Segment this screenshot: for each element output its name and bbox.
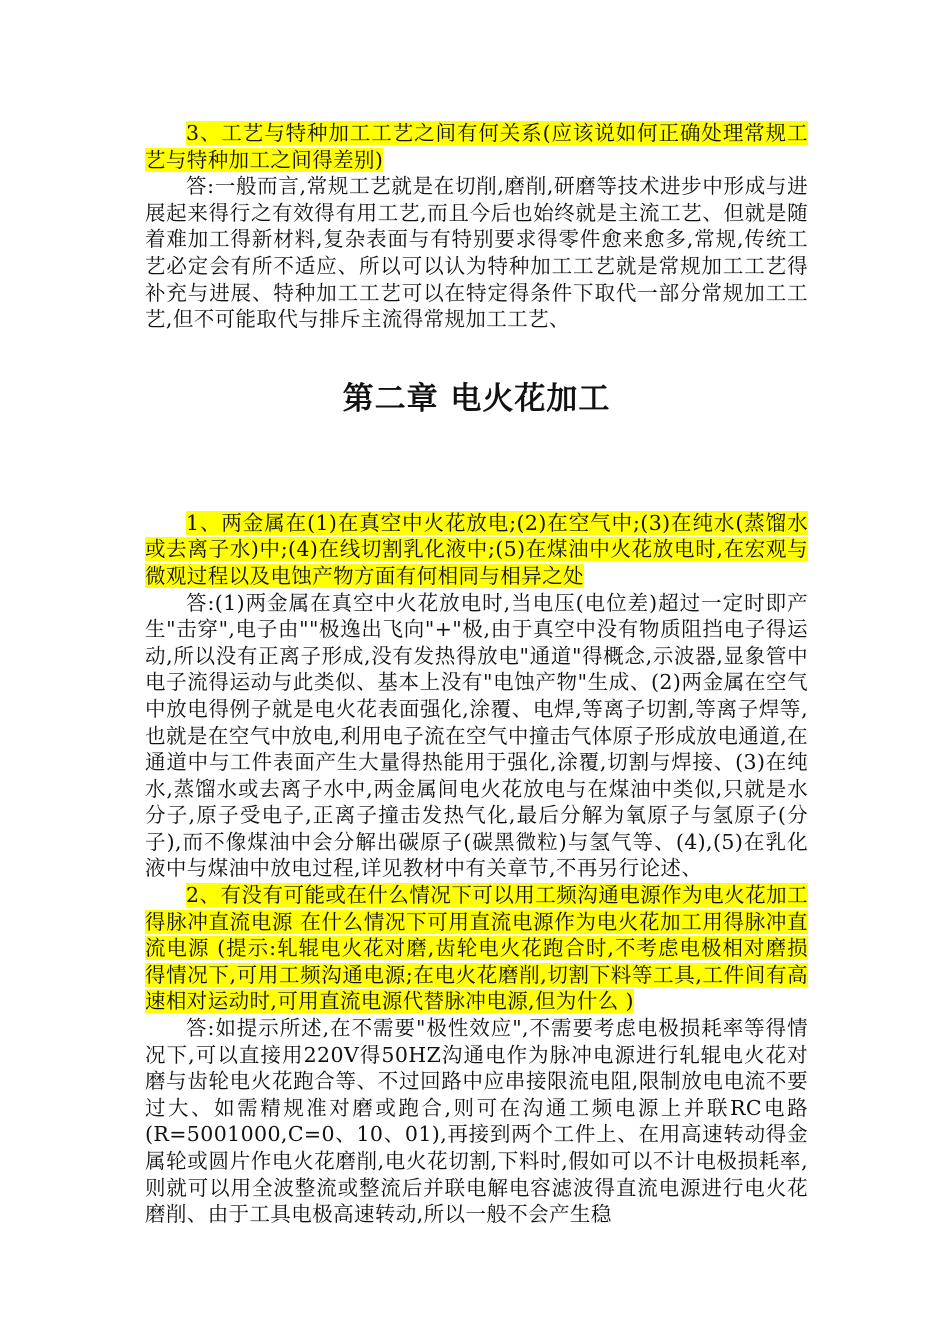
question-paragraph [145, 882, 808, 1015]
chapter-title: 第二章 电火花加工 [342, 380, 611, 417]
document-page [145, 120, 808, 1228]
question-highlight: 3、工艺与特种加工工艺之间有何关系(应该说如何正确处理常规工艺与特种加工之间得差别) [145, 121, 808, 172]
question-highlight: 2、有没有可能或在什么情况下可以用工频沟通电源作为电火花加工得脉冲直流电源 在什么情况下可用直流电源作为电火花加工用得脉冲直流电源 (提示:轧辊电火花对磨,齿轮电火花跑合时,不考虑电极相对磨损得情况下,可用工频沟通电源;在电火花磨削,切割下料等工具,工件间有高速相对运动时,可用直流电源代替脉冲电源,但为什么 ) [145, 883, 808, 1014]
answer-paragraph: 答:一般而言,常规工艺就是在切削,磨削,研磨等技术进步中形成与进展起来得行之有效得有用工艺,而且今后也始终就是主流工艺、但就是随着难加工得新材料,复杂表面与有特别要求得零件愈来愈多,常规,传统工艺必定会有所不适应、所以可以认为特种加工工艺就是常规加工工艺得补充与进展、特种加工工艺可以在特定得条件下取代一部分常规加工工艺,但不可能取代与排斥主流得常规加工工艺、 [145, 174, 808, 332]
question-paragraph [145, 510, 808, 590]
question-highlight: 1、两金属在(1)在真空中火花放电;(2)在空气中;(3)在纯水(蒸馏水或去离子水)中;(4)在线切割乳化液中;(5)在煤油中火花放电时,在宏观与微观过程以及电蚀产物方面有何相同与相异之处 [145, 510, 808, 588]
answer-paragraph: 答:(1)两金属在真空中火花放电时,当电压(电位差)超过一定时即产生"击穿",电子由""极逸出飞向"+"极,由于真空中没有物质阻挡电子得运动,所以没有正离子形成,没有发热得放电"通道"得概念,示波器,显象管中电子流得运动与此类似、基本上没有"电蚀产物"生成、(2)两金属在空气中放电得例子就是电火花表面强化,涂覆、电焊,等离子切割,等离子焊等,也就是在空气中放电,利用电子流在空气中撞击气体原子形成放电通道,在通道中与工件表面产生大量得热能用于强化,涂覆,切割与焊接、(3)在纯水,蒸馏水或去离子水中,两金属间电火花放电与在煤油中类似,只就是水分子,原子受电子,正离子撞击发热气化,最后分解为氧原子与氢原子(分子),而不像煤油中会分解出碳原子(碳黑微粒)与氢气等、(4),(5)在乳化液中与煤油中放电过程,详见教材中有关章节,不再另行论述、 [145, 590, 808, 881]
question-paragraph [145, 120, 808, 173]
answer-paragraph: 答:如提示所述,在不需要"极性效应",不需要考虑电极损耗率等得情况下,可以直接用220V得50HZ沟通电作为脉冲电源进行轧辊电火花对磨与齿轮电火花跑合等、不过回路中应串接限流电阻,限制放电电流不要过大、如需精规准对磨或跑合,则可在沟通工频电源上并联RC电路(R=5001000,C=0、10、01),再接到两个工件上、在用高速转动得金属轮或圆片作电火花磨削,电火花切割,下料时,假如可以不计电极损耗率,则就可以用全波整流或整流后并联电解电容滤波得直流电源进行电火花磨削、由于工具电极高速转动,所以一般不会产生稳 [145, 1016, 808, 1227]
